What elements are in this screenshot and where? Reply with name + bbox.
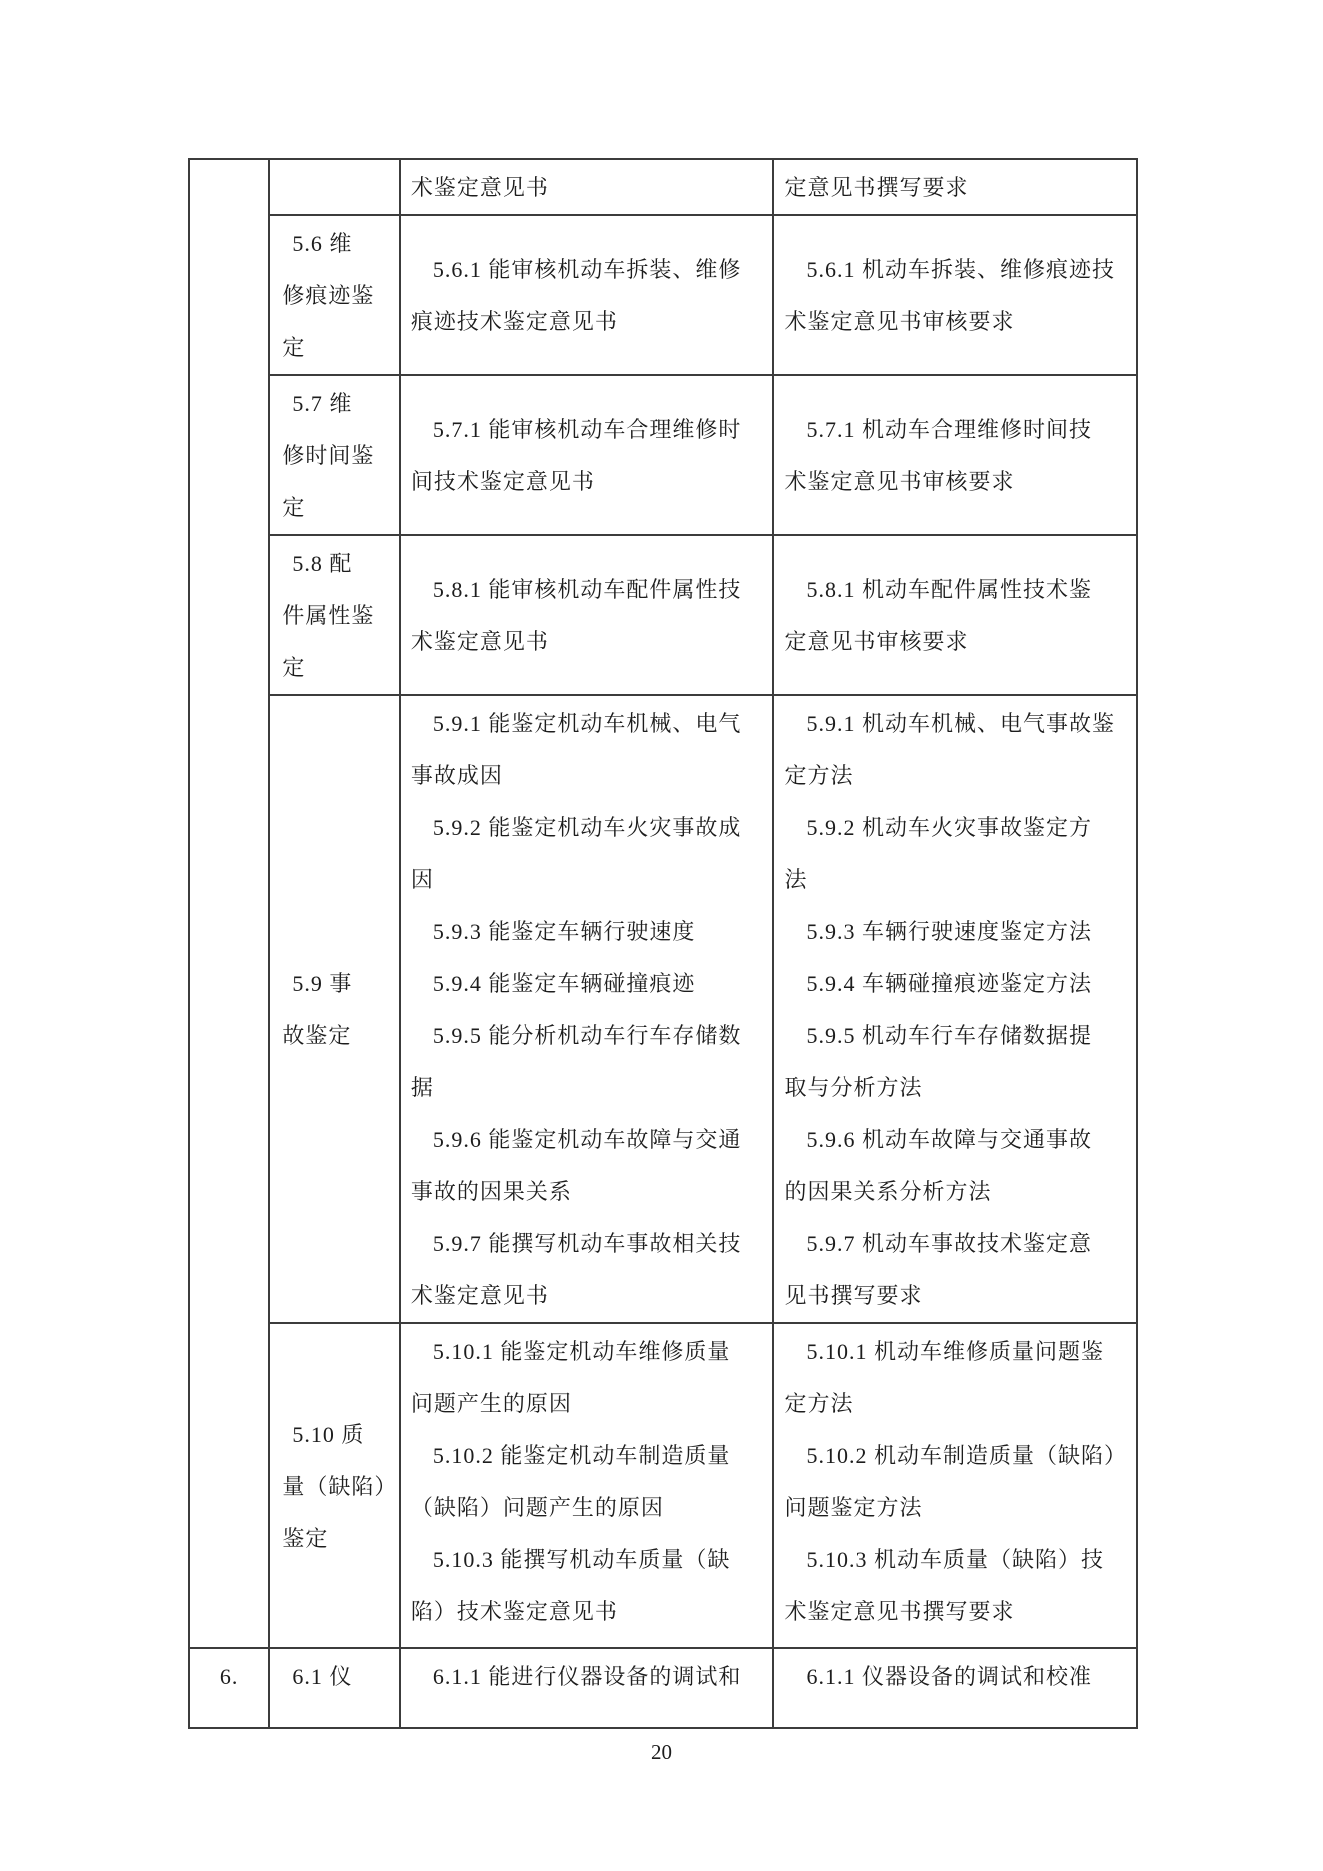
text-line: 5.6 维 — [292, 231, 353, 256]
text-line: 术鉴定意见书 — [410, 629, 549, 654]
text-line: 件属性鉴 — [282, 603, 375, 628]
row-5-5-continued-col1 — [190, 160, 270, 216]
text-line: 5.9.2 机动车火灾事故鉴定方 — [806, 815, 1092, 840]
text-line: 鉴定 — [282, 1525, 329, 1551]
row-5-6-col4 — [774, 216, 1136, 376]
row-6-col3 — [401, 1649, 775, 1727]
standard-table — [188, 158, 1138, 1729]
row-5-5-continued-col3 — [401, 160, 775, 216]
text-line: 术鉴定意见书审核要求 — [784, 469, 1015, 494]
row-5-9-col3 — [401, 696, 775, 1324]
text-line: 5.9.4 能鉴定车辆碰撞痕迹 — [432, 971, 696, 996]
row-5-8-col3 — [401, 536, 775, 696]
text-line: 5.7.1 能审核机动车合理维修时 — [432, 417, 742, 442]
row-5-6-col2 — [270, 216, 401, 376]
text-line: 5.9.1 机动车机械、电气事故鉴 — [806, 711, 1115, 736]
row-5-5-continued-col4 — [774, 160, 1136, 216]
text-line: 定 — [282, 335, 306, 360]
row-5-5-continued — [190, 160, 1136, 216]
text-line: 5.6.1 机动车拆装、维修痕迹技 — [806, 257, 1115, 282]
row-6 — [190, 1649, 1136, 1727]
row-5-9-col1 — [190, 696, 270, 1324]
row-5-8 — [190, 536, 1136, 696]
text-line: 间技术鉴定意见书 — [410, 469, 595, 494]
text-line: 5.10 质 — [292, 1421, 365, 1447]
row-5-6 — [190, 216, 1136, 376]
text-line: 定意见书审核要求 — [784, 629, 969, 654]
text-line: 6.1.1 仪器设备的调试和校准 — [806, 1664, 1092, 1689]
row-5-6-col3 — [401, 216, 775, 376]
text-line: 因 — [410, 867, 434, 892]
row-5-7 — [190, 376, 1136, 536]
text-line: 5.9.3 能鉴定车辆行驶速度 — [432, 919, 696, 944]
row-5-10 — [190, 1324, 1136, 1649]
text-line: 问题鉴定方法 — [784, 1495, 923, 1520]
row-5-7-col4 — [774, 376, 1136, 536]
text-line: （缺陷）问题产生的原因 — [410, 1495, 664, 1520]
text-line: 5.8 配 — [292, 551, 353, 576]
text-line: 术鉴定意见书 — [410, 175, 549, 200]
text-line: 的因果关系分析方法 — [784, 1179, 992, 1204]
text-line: 5.9.5 能分析机动车行车存储数 — [432, 1023, 742, 1048]
text-line: 痕迹技术鉴定意见书 — [410, 309, 618, 334]
text-line: 术鉴定意见书撰写要求 — [784, 1599, 1015, 1624]
row-5-9-col4 — [774, 696, 1136, 1324]
text-line: 术鉴定意见书审核要求 — [784, 309, 1015, 334]
text-line: 5.10.1 能鉴定机动车维修质量 — [432, 1339, 731, 1364]
row-5-8-col2 — [270, 536, 401, 696]
text-line: 5.9.3 车辆行驶速度鉴定方法 — [806, 919, 1092, 944]
text-line: 5.8.1 机动车配件属性技术鉴 — [806, 577, 1092, 602]
text-line: 取与分析方法 — [784, 1075, 923, 1100]
text-line: 6.1.1 能进行仪器设备的调试和 — [432, 1664, 742, 1689]
text-line: 见书撰写要求 — [784, 1283, 923, 1308]
text-line: 5.10.3 能撰写机动车质量（缺 — [432, 1547, 731, 1572]
row-6-col4 — [774, 1649, 1136, 1727]
text-line: 修痕迹鉴 — [282, 283, 375, 308]
text-line: 5.9.5 机动车行车存储数据提 — [806, 1023, 1092, 1048]
row-5-9 — [190, 696, 1136, 1324]
text-line: 故鉴定 — [282, 1023, 352, 1048]
text-line: 问题产生的原因 — [410, 1391, 572, 1416]
text-line: 定方法 — [784, 763, 854, 788]
text-line: 定 — [282, 495, 306, 520]
row-6-col2 — [270, 1649, 401, 1727]
text-line: 术鉴定意见书 — [410, 1283, 549, 1308]
text-line: 5.7 维 — [292, 391, 353, 416]
text-line: 5.9.6 机动车故障与交通事故 — [806, 1127, 1092, 1152]
row-5-8-col4 — [774, 536, 1136, 696]
text-line: 据 — [410, 1075, 434, 1100]
row-5-7-col2 — [270, 376, 401, 536]
text-line: 5.7.1 机动车合理维修时间技 — [806, 417, 1092, 442]
text-line: 5.10.1 机动车维修质量问题鉴 — [806, 1339, 1104, 1364]
row-5-5-continued-col2 — [270, 160, 401, 216]
text-line: 5.9.2 能鉴定机动车火灾事故成 — [432, 815, 742, 840]
text-line: 法 — [784, 867, 808, 892]
text-line: 6. — [219, 1664, 239, 1689]
text-line: 5.9 事 — [292, 971, 353, 996]
row-5-6-col1 — [190, 216, 270, 376]
text-line: 5.6.1 能审核机动车拆装、维修 — [432, 257, 742, 282]
row-5-10-col2 — [270, 1324, 401, 1649]
text-line: 定方法 — [784, 1391, 854, 1416]
row-5-10-col1 — [190, 1324, 270, 1649]
row-5-7-col3 — [401, 376, 775, 536]
text-line: 6.1 仪 — [292, 1664, 353, 1689]
text-line: 5.10.3 机动车质量（缺陷）技 — [806, 1547, 1104, 1572]
text-line: 5.10.2 机动车制造质量（缺陷） — [806, 1443, 1127, 1468]
text-line: 5.9.6 能鉴定机动车故障与交通 — [432, 1127, 742, 1152]
text-line: 陷）技术鉴定意见书 — [410, 1599, 618, 1624]
text-line: 事故成因 — [410, 763, 503, 788]
text-line: 5.10.2 能鉴定机动车制造质量 — [432, 1443, 731, 1468]
text-line: 5.9.7 机动车事故技术鉴定意 — [806, 1231, 1092, 1256]
row-5-9-col2 — [270, 696, 401, 1324]
text-line: 修时间鉴 — [282, 443, 375, 468]
text-line: 事故的因果关系 — [410, 1179, 572, 1204]
text-line: 量（缺陷） — [282, 1473, 398, 1499]
page-number: 20 — [651, 1740, 672, 1764]
row-5-7-col1 — [190, 376, 270, 536]
row-5-8-col1 — [190, 536, 270, 696]
text-line: 定 — [282, 655, 306, 680]
row-5-10-col3 — [401, 1324, 775, 1649]
text-line: 定意见书撰写要求 — [784, 175, 969, 200]
text-line: 5.9.7 能撰写机动车事故相关技 — [432, 1231, 742, 1256]
text-line: 5.9.1 能鉴定机动车机械、电气 — [432, 711, 742, 736]
text-line: 5.8.1 能审核机动车配件属性技 — [432, 577, 742, 602]
text-line: 5.9.4 车辆碰撞痕迹鉴定方法 — [806, 971, 1092, 996]
row-6-col1 — [190, 1649, 270, 1727]
row-5-10-col4 — [774, 1324, 1136, 1649]
